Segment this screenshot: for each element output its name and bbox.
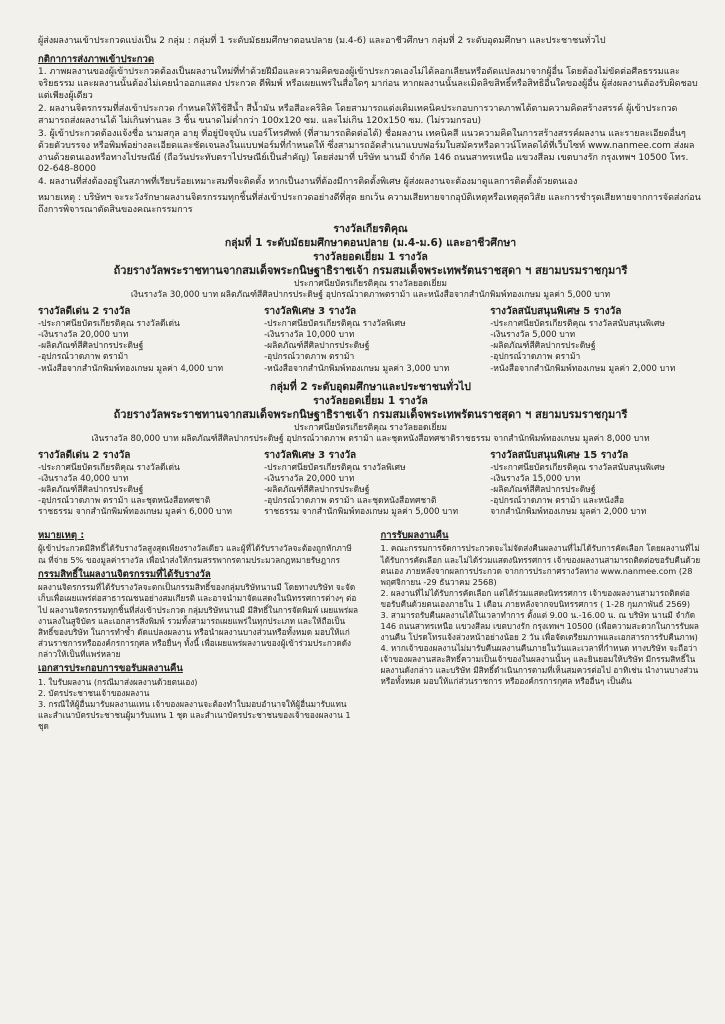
return-item-2: 2. ผลงานที่ไม่ได้รับการคัดเลือก แต่ได้ร่วมแสดงนิทรรศการ เจ้าของผลงานสามารถติดต่อขอรับคืนด้วยตนเองภายใน 1 เดือน ภายหลังจากจบนิทรรศการ ( 1-28 กุมภาพันธ์ 2569) bbox=[380, 587, 691, 609]
group1-col-special bbox=[264, 305, 477, 374]
rules-note: หมายเหตุ : บริษัทฯ จะระวังรักษาผลงานจิตรกรรมทุกชิ้นที่ส่งเข้าประกวดอย่างดีที่สุด ยกเว้น ความเสียหายจากอุบัติเหตุหรือเหตุสุดวิสัย และการชำรุดเสียหายจากการจัดส่งก่อนถึงการพิจารณาตัดสินของคณะกรรมการ bbox=[38, 193, 701, 216]
group1-grand-title: รางวัลยอดเยี่ยม 1 รางวัล bbox=[313, 250, 428, 263]
return-item-4: 4. หากเจ้าของผลงานไม่มารับคืนผลงานคืนภายในวันและเวลาที่กำหนด ทางบริษัท จะถือว่าเจ้าของผลงานสละสิทธิ์ความเป็นเจ้าของในผลงานนั้นๆ และยินยอมให้บริษัท มีกรรมสิทธิ์ในผลงานดังกล่าว และบริษัท มีสิทธิ์ดำเนินการตามที่เห็นสมควรต่อไป อาทิเช่น นำงานบางส่วน หรือทั้งหมด มอบให้แก่ส่วนราชการ หรือองค์กรการกุศล หรืออื่นๆ เป็นต้น bbox=[380, 643, 699, 687]
group2-award-columns bbox=[38, 449, 703, 518]
award-item: จากสำนักพิมพ์ทองเกษม มูลค่า 2,000 บาท bbox=[490, 507, 647, 518]
rules-title: กติกาการส่งภาพเข้าประกวด bbox=[38, 53, 155, 65]
group2-col-outstanding bbox=[38, 449, 251, 518]
group2-grand-prize: เงินรางวัล 80,000 บาท ผลิตภัณฑ์สีศิลปากรประดิษฐ์ อุปกรณ์วาดภาพ ตราม้า และชุดหนังสือทศชาติราชธรรม จากสำนักพิมพ์ทองเกษม มูลค่า 8,000 บาท bbox=[91, 434, 650, 445]
group2-grand-title: รางวัลยอดเยี่ยม 1 รางวัล bbox=[313, 394, 428, 407]
intro-text: ผู้ส่งผลงานเข้าประกวดแบ่งเป็น 2 กลุ่ม : กลุ่มที่ 1 ระดับมัธยมศึกษาตอนปลาย (ม.4-6) และอาชีวศึกษา กลุ่มที่ 2 ระดับอุดมศึกษา และประชาชนทั่วไป bbox=[38, 36, 606, 46]
rule-1: 1. ภาพผลงานของผู้เข้าประกวดต้องเป็นผลงานใหม่ที่ทำด้วยฝีมือและความคิดของผู้เข้าประกวดเองไม่ได้ลอกเลียนหรือดัดแปลงมาจากผู้อื่น โดยต้องไม่ขัดต่อศีลธรรมและจริยธรรม และผลงานนั้นต้องไม่เคยนำออกแสดง ประกวด ตีพิมพ์ หรือเผยแพร่ในสื่อใดๆ มาก่อน หากผลงานนั้นละเมิดลิขสิทธิ์หรือสิทธิอื่นใดของผู้อื่น ผู้ส่งผลงานต้องรับผิดชอบแต่เพียงผู้เดียว bbox=[38, 67, 698, 102]
rule-4: 4. ผลงานที่ส่งต้องอยู่ในสภาพที่เรียบร้อยเหมาะสมที่จะติดตั้ง หากเป็นงานที่ต้องมีการติดตั้งพิเศษ ผู้ส่งผลงานจะต้องมาดูแลการติดตั้งด้วยตนเอง bbox=[38, 177, 578, 188]
award-item: -เงินรางวัล 20,000 บาท bbox=[38, 329, 129, 340]
award-item: -ประกาศนียบัตรเกียรติคุณ รางวัลพิเศษ bbox=[264, 318, 406, 329]
award-item: -ประกาศนียบัตรเกียรติคุณ รางวัลพิเศษ bbox=[264, 462, 406, 473]
award-item: ราชธรรม จากสำนักพิมพ์ทองเกษม มูลค่า 6,000 บาท bbox=[38, 507, 232, 518]
copyright-title: กรรมสิทธิ์ในผลงานจิตรกรรมที่ได้รับรางวัล bbox=[38, 568, 211, 580]
note-title: หมายเหตุ : bbox=[38, 529, 85, 541]
award-col-title: รางวัลสนับสนุนพิเศษ 15 รางวัล bbox=[490, 450, 629, 462]
award-item: -อุปกรณ์วาดภาพ ตราม้า และชุดหนังสือทศชาติ bbox=[38, 496, 211, 507]
award-item: -หนังสือจากสำนักพิมพ์ทองเกษม มูลค่า 2,000 บาท bbox=[490, 363, 676, 374]
award-col-title: รางวัลสนับสนุนพิเศษ 5 รางวัล bbox=[490, 306, 622, 318]
award-item: -เงินรางวัล 15,000 บาท bbox=[490, 473, 581, 484]
award-item: -เงินรางวัล 10,000 บาท bbox=[264, 329, 355, 340]
award-item: -ประกาศนียบัตรเกียรติคุณ รางวัลสนับสนุนพิเศษ bbox=[490, 318, 665, 329]
award-item: -อุปกรณ์วาดภาพ ตราม้า และหนังสือ bbox=[490, 496, 625, 507]
copyright-text: ผลงานจิตรกรรมที่ได้รับรางวัลจะตกเป็นกรรมสิทธิ์ของกลุ่มบริษัทนานมี โดยทางบริษัท จะจัดเก็บเพื่อเผยแพร่ต่อสาธารณชนอย่างสมเกียรติ และอาจนำมาจัดแสดงในนิทรรศการต่างๆ ต่อไป ผลงานจิตรกรรมทุกชิ้นที่ส่งเข้าประกวด กลุ่มบริษัทนานมี มีสิทธิ์ในการจัดพิมพ์ เผยแพร่ผลงานลงในสูจิบัตร และเอกสารสิ่งพิมพ์ รวมทั้งสามารถเผยแพร่ในทุกประเภท และให้ถือเป็นสิทธิ์ของบริษัท ในการทำซ้ำ ดัดแปลงผลงาน หรือนำผลงานบางส่วนหรือทั้งหมด มอบให้แก่ส่วนราชการหรือองค์กรการกุศล หรือยื่นๆ ทั้งนี้ เพื่อเผยแพร่ผลงานของผู้เข้าร่วมประกวดดังกล่าวให้เป็นที่แพร่หลาย bbox=[38, 582, 359, 659]
award-item: -ผลิตภัณฑ์สีศิลปากรประดิษฐ์ bbox=[490, 485, 596, 496]
awards-title: รางวัลเกียรติคุณ bbox=[333, 222, 408, 235]
return-title: การรับผลงานคืน bbox=[380, 529, 449, 541]
group1-grand-prize: เงินรางวัล 30,000 บาท ผลิตภัณฑ์สีศิลปากรประดิษฐ์ อุปกรณ์วาดภาพตราม้า และหนังสือจากสำนักพิมพ์ทองเกษม มูลค่า 5,000 บาท bbox=[130, 290, 611, 301]
group2-col-special bbox=[264, 449, 477, 518]
docs-item-1: 1. ใบรับผลงาน (กรณีมาส่งผลงานด้วยตนเอง) bbox=[38, 676, 198, 687]
group1-col-support bbox=[490, 305, 703, 374]
group2-title: กลุ่มที่ 2 ระดับอุดมศึกษาและประชาชนทั่วไป bbox=[270, 380, 471, 393]
group2-col-support bbox=[490, 449, 703, 518]
return-item-3: 3. สามารถรับคืนผลงานได้ในเวลาทำการ ตั้งแต่ 9.00 น.-16.00 น. ณ บริษัท นานมี จำกัด 146 ถนนสาทรเหนือ แขวงสีลม เขตบางรัก กรุงเทพฯ 10500 (เพื่อความสะดวกในการรับผลงานคืน โปรดโทรแจ้งล่วงหน้าอย่างน้อย 2 วัน เพื่อจัดเตรียมภาพและเอกสารการรับคืนภาพ) bbox=[380, 609, 699, 642]
award-item: -อุปกรณ์วาดภาพ ตราม้า bbox=[38, 352, 129, 363]
award-item: -ประกาศนียบัตรเกียรติคุณ รางวัลดีเด่น bbox=[38, 318, 180, 329]
award-item: -ประกาศนียบัตรเกียรติคุณ รางวัลดีเด่น bbox=[38, 462, 180, 473]
lower-section bbox=[38, 527, 703, 732]
group1-grand-cert: ประกาศนียบัตรเกียรติคุณ รางวัลยอดเยี่ยม bbox=[293, 279, 448, 289]
award-item: -ผลิตภัณฑ์สีศิลปากรประดิษฐ์ bbox=[490, 341, 596, 352]
award-item: -ผลิตภัณฑ์สีศิลปากรประดิษฐ์ bbox=[264, 485, 370, 496]
award-item: -ผลิตภัณฑ์สีศิลปากรประดิษฐ์ bbox=[264, 341, 370, 352]
group2-grand-trophy: ถ้วยรางวัลพระราชทานจากสมเด็จพระกนิษฐาธิราชเจ้า กรมสมเด็จพระเทพรัตนราชสุดา ฯ สยามบรมราชกุมารี bbox=[113, 408, 628, 422]
award-item: -อุปกรณ์วาดภาพ ตราม้า bbox=[264, 352, 355, 363]
docs-item-2: 2. บัตรประชาชนเจ้าของผลงาน bbox=[38, 687, 150, 698]
award-item: -ผลิตภัณฑ์สีศิลปากรประดิษฐ์ bbox=[38, 485, 144, 496]
group1-title: กลุ่มที่ 1 ระดับมัธยมศึกษาตอนปลาย (ม.4-ม.6) และอาชีวศึกษา bbox=[224, 236, 517, 249]
lower-right-column bbox=[380, 527, 703, 732]
group1-award-columns bbox=[38, 305, 703, 374]
award-col-title: รางวัลดีเด่น 2 รางวัล bbox=[38, 306, 131, 318]
group2-grand-cert: ประกาศนียบัตรเกียรติคุณ รางวัลยอดเยี่ยม bbox=[293, 422, 448, 433]
group1-col-outstanding bbox=[38, 305, 251, 374]
award-item: ราชธรรม จากสำนักพิมพ์ทองเกษม มูลค่า 5,000 บาท bbox=[264, 507, 459, 518]
rule-3: 3. ผู้เข้าประกวดต้องแจ้งชื่อ นามสกุล อายุ ที่อยู่ปัจจุบัน เบอร์โทรศัพท์ (ที่สามารถติดต่อได้) ชื่อผลงาน เทคนิคสี แนวความคิดในการสร้างสรรค์ผลงาน และรายละเอียดอื่นๆ ด้วยตัวบรรจง หรือพิมพ์อย่างละเอียดและชัดเจนลงในแบบฟอร์มที่กำหนดให้ ซึ่งสามารถอัดสำเนาแบบฟอร์มใบสมัครหรือดาวน์โหลดได้ที่เว็บไซท์ www.nanmee.com ส่งผลงานด้วยตนเองหรือทางไปรษณีย์ (ถือวันประทับตราไปรษณีย์เป็นสำคัญ) โดยส่งมาที่ บริษัท นานมี จำกัด 146 ถนนสาทรเหนือ แขวงสีลม เขตบางรัก กรุงเทพฯ 10500 โทร. 02-648-8000 bbox=[38, 128, 695, 175]
group1-grand-trophy: ถ้วยรางวัลพระราชทานจากสมเด็จพระกนิษฐาธิราชเจ้า กรมสมเด็จพระเทพรัตนราชสุดา ฯ สยามบรมราชกุมารี bbox=[113, 264, 628, 278]
award-col-title: รางวัลพิเศษ 3 รางวัล bbox=[264, 306, 357, 318]
award-col-title: รางวัลดีเด่น 2 รางวัล bbox=[38, 450, 131, 462]
lower-left-column bbox=[38, 527, 361, 732]
award-item: -เงินรางวัล 20,000 บาท bbox=[264, 473, 355, 484]
award-item: -ประกาศนียบัตรเกียรติคุณ รางวัลสนับสนุนพิเศษ bbox=[490, 462, 665, 473]
return-item-1: 1. คณะกรรมการจัดการประกวดจะไม่จัดส่งคืนผลงานที่ไม่ได้รับการคัดเลือก โดยผลงานที่ไม่ได้รับการคัดเลือก และไม่ได้ร่วมแสดงนิทรรศการ เจ้าของผลงานสามารถติดต่อขอรับคืนด้วยตนเอง ภายหลังจากผลการประกวด จากการประกาศรางวัลทาง www.nanmee.com (28 พฤศจิกายน -29 ธันวาคม 2568) bbox=[380, 543, 701, 587]
award-item: -ผลิตภัณฑ์สีศิลปากรประดิษฐ์ bbox=[38, 341, 144, 352]
award-item: -หนังสือจากสำนักพิมพ์ทองเกษม มูลค่า 3,000 บาท bbox=[264, 363, 450, 374]
award-item: -อุปกรณ์วาดภาพ ตราม้า และชุดหนังสือทศชาติ bbox=[264, 496, 437, 507]
rule-2: 2. ผลงานจิตรกรรมที่ส่งเข้าประกวด กำหนดให้ใช้สีน้ำ สีน้ำมัน หรือสีอะคริลิค โดยสามารถแต่งเติมเทคนิคประกอบการวาดภาพได้ตามความคิดสร้างสรรค์ ผู้เข้าประกวดสามารถส่งผลงานได้ ไม่เกินท่านละ 3 ชิ้น ขนาดไม่ต่ำกว่า 100x120 ซม. และไม่เกิน 120x150 ซม. (ไม่รวมกรอบ) bbox=[38, 104, 678, 126]
award-col-title: รางวัลพิเศษ 3 รางวัล bbox=[264, 450, 357, 462]
award-item: -หนังสือจากสำนักพิมพ์ทองเกษม มูลค่า 4,000 บาท bbox=[38, 363, 224, 374]
note-text: ผู้เข้าประกวดมีสิทธิ์ได้รับรางวัลสูงสุดเพียงรางวัลเดียว และผู้ที่ได้รับรางวัลจะต้องถูกหักภาษี ณ ที่จ่าย 5% ของมูลค่ารางวัล เพื่อนำส่งให้กรมสรรพากรตามประมวลกฎหมายรัษฎากร bbox=[38, 543, 352, 565]
award-item: -เงินรางวัล 5,000 บาท bbox=[490, 329, 576, 340]
award-item: -อุปกรณ์วาดภาพ ตราม้า bbox=[490, 352, 581, 363]
docs-item-3: 3. กรณีให้ผู้อื่นมารับผลงานแทน เจ้าของผลงานจะต้องทำใบมอบอำนาจให้ผู้อื่นมารับแทน และสำเนาบัตรประชาชนผู้มารับแทน 1 ชุด และสำเนาบัตรประชาชนของเจ้าของผลงาน 1 ชุด bbox=[38, 698, 351, 731]
docs-title: เอกสารประกอบการขอรับผลงานคืน bbox=[38, 662, 183, 674]
award-item: -เงินรางวัล 40,000 บาท bbox=[38, 473, 129, 484]
